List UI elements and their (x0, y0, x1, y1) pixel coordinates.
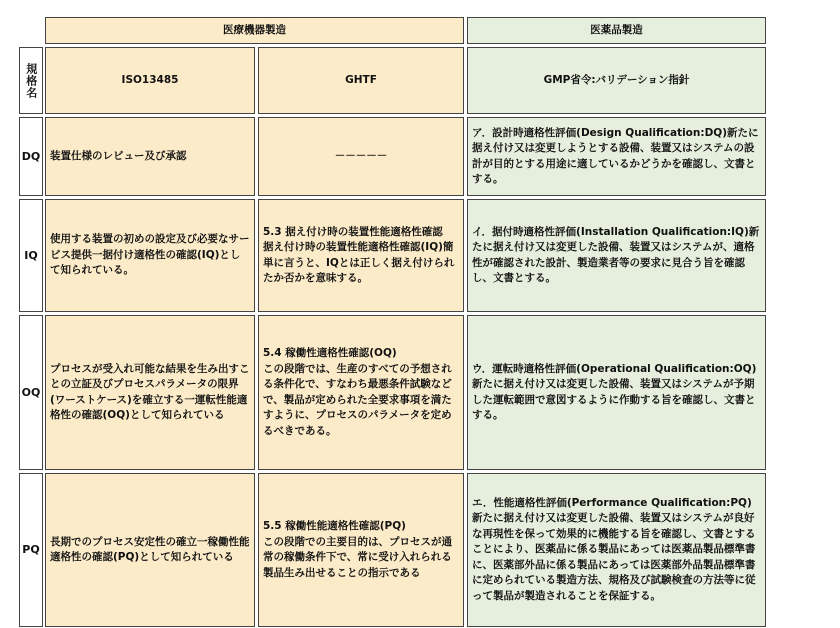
iq-iso-text: 使用する装置の初めの設定及び必要なサービス提供一据付け適格性の確認(IQ)として知られている。 (50, 233, 250, 277)
iq-gmp-cell (467, 199, 766, 312)
oq-gmp-cell (467, 315, 766, 470)
dq-iso-text: 装置仕様のレビュー及び承認 (50, 149, 187, 162)
oq-ghtf-content (263, 346, 459, 439)
row-label-pq (19, 473, 43, 627)
row-label-iq (19, 199, 43, 312)
row-label-dq-text: DQ (21, 149, 41, 163)
oq-ghtf-body: この段階では、生産のすべての予想される条件化で、すなわち最悪条件試験などで、製品が定められた全要求事項を満たすように、プロセスのパラメータを定めるべきである。 (263, 362, 452, 437)
iq-ghtf-cell (258, 199, 464, 312)
dq-ghtf-text: －－－－－ (334, 149, 388, 162)
pq-gmp-cell (467, 473, 766, 627)
oq-ghtf-cell (258, 315, 464, 470)
iq-gmp-text: イ．据付時適格性評価(Installation Qualification:IQ)新たに据え付け又は変更した設備、装置又はシステムが、適格性が確認された設計、製造業者等の要求に見合う旨を確認し、文書とする。 (472, 225, 760, 284)
row-label-pq-text: PQ (22, 543, 40, 557)
standard-gmp-text: GMP省令:バリデーション指針 (543, 73, 690, 86)
dq-ghtf-cell (258, 117, 464, 196)
pq-iso-text: 長期でのプロセス安定性の確立一稼働性能適格性の確認(PQ)として知られている (50, 535, 250, 563)
standard-iso-text: ISO13485 (121, 73, 179, 86)
header-device-manufacturing (45, 17, 464, 44)
standard-ghtf-cell (258, 47, 464, 114)
standard-gmp-cell (467, 47, 766, 114)
oq-gmp-text: ウ．運転時適格性評価(Operational Qualification:OQ)新たに据え付け又は変更した設備、装置又はシステムが予期した運転範囲で意図するように作動する旨を確認し、文書とする。 (472, 362, 757, 421)
oq-iso-cell (45, 315, 255, 470)
row-label-dq (19, 117, 43, 196)
standard-ghtf-text: GHTF (345, 73, 377, 86)
header-drug-label: 医薬品製造 (590, 23, 643, 36)
row-label-oq-text: OQ (21, 385, 41, 399)
iq-ghtf-content (263, 225, 459, 287)
pq-ghtf-title: 5.5 稼働性能適格性確認(PQ) (263, 520, 406, 532)
standards-row-label (19, 47, 43, 114)
dq-iso-cell (45, 117, 255, 196)
iq-ghtf-body: 据え付け時の装置性能適格性確認(IQ)簡単に言うと、IQとは正しく据え付けられたか否かを意味する。 (263, 241, 455, 284)
pq-iso-cell (45, 473, 255, 627)
row-label-oq (19, 315, 43, 470)
standard-iso-cell (45, 47, 255, 114)
iq-ghtf-title: 5.3 据え付け時の装置性能適格性確認 (263, 225, 443, 238)
oq-iso-text: プロセスが受入れ可能な結果を生み出すことの立証及びプロセスパラメータの限界(ワーストケース)を確立する一運転性能適格性の確認(OQ)として知られている (50, 362, 250, 421)
iq-iso-cell (45, 199, 255, 312)
pq-ghtf-cell (258, 473, 464, 627)
header-drug-manufacturing (467, 17, 766, 44)
pq-ghtf-content (263, 519, 459, 581)
pq-gmp-text: エ．性能適格性評価(Performance Qualification:PQ)新たに据え付け又は変更した設備、装置又はシステムが良好な再現性を保って効果的に機能する旨を確認し、文書とすることにより、医薬品に係る製品にあっては医薬品製品標準書に、医薬部外品に係る製品にあっては医薬部外品製品標準書に定められている製造方法、規格及び試験検査の方法等に従って製品が製造されることを保証する。 (472, 496, 756, 602)
pq-ghtf-body: この段階での主要目的は、プロセスが通常の稼働条件下で、常に受け入れられる製品生み出せることの指示である (263, 535, 452, 579)
standards-label-text: 規格名 (24, 62, 38, 99)
row-label-iq-text: IQ (24, 248, 38, 262)
dq-gmp-cell (467, 117, 766, 196)
dq-gmp-text: ア．設計時適格性評価(Design Qualification:DQ)新たに据え付け又は変更しようとする設備、装置又はシステムの設計が目的とする用途に適しているかどうかを確認し、文書とする。 (472, 126, 759, 185)
oq-ghtf-title: 5.4 稼働性適格性確認(OQ) (263, 347, 397, 359)
header-device-label: 医療機器製造 (223, 23, 286, 36)
